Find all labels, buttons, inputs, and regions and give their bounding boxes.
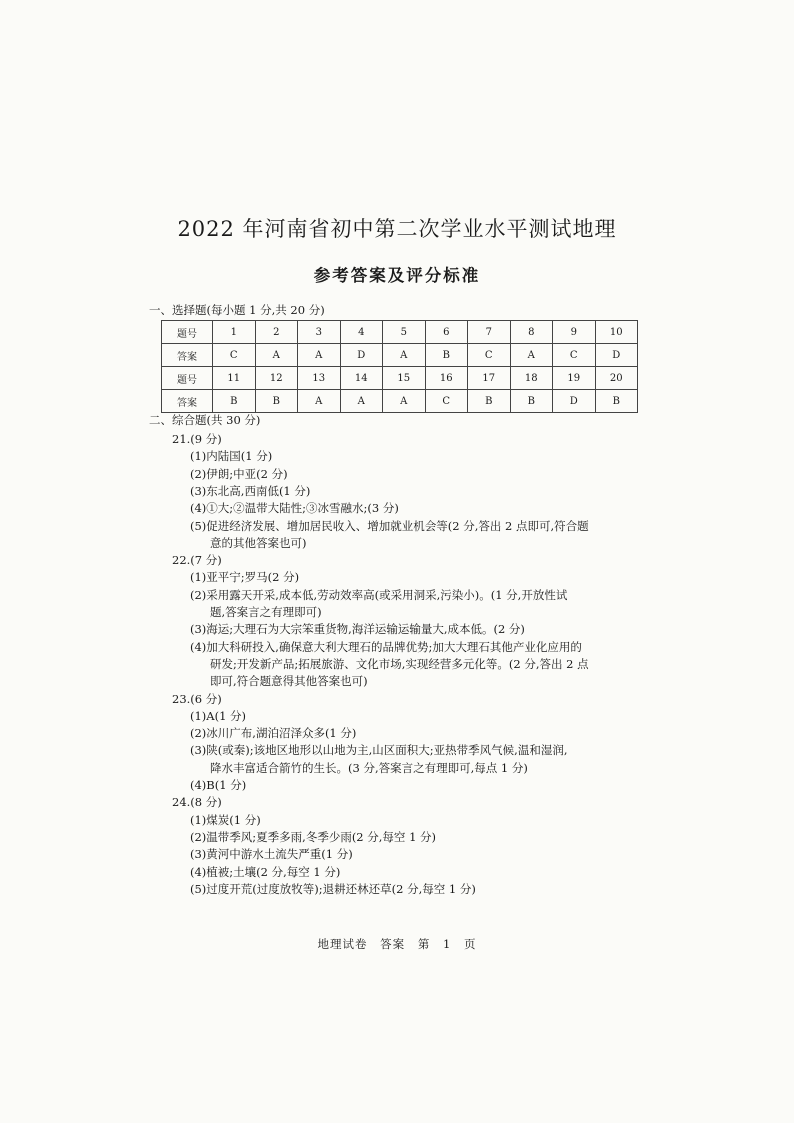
- table-cell: 11: [213, 367, 256, 390]
- table-row: [162, 390, 638, 413]
- answer-line: (3)陕(或秦);该地区地形以山地为主,山区面积大;亚热带季风气候,温和湿润,: [190, 743, 568, 758]
- answer-line: (2)冰川广布,湖泊沼泽众多(1 分): [190, 726, 357, 741]
- table-cell: C: [425, 390, 468, 413]
- table-cell: 5: [383, 321, 426, 344]
- table-row-header: 答案: [162, 344, 213, 367]
- answer-line: (2)伊朗;中亚(2 分): [190, 466, 288, 481]
- table-cell: D: [595, 344, 638, 367]
- table-cell: 9: [553, 321, 596, 344]
- answer-line: (3)东北高,西南低(1 分): [190, 483, 311, 498]
- table-cell: A: [340, 390, 383, 413]
- answer-line: 题,答案言之有理即可): [210, 605, 322, 619]
- table-cell: 15: [383, 367, 426, 390]
- table-cell: B: [425, 344, 468, 367]
- table-cell: 1: [213, 321, 256, 344]
- table-row: [162, 367, 638, 390]
- answer-line: 即可,符合题意得其他答案也可): [210, 674, 368, 689]
- table-cell: C: [468, 344, 511, 367]
- table-cell: A: [255, 344, 298, 367]
- section2-heading: 二、综合题(共 30 分): [149, 413, 261, 427]
- answer-line: (3)海运;大理石为大宗笨重货物,海洋运输运输量大,成本低。(2 分): [190, 622, 525, 637]
- answer-line: (1)煤炭(1 分): [190, 812, 261, 827]
- table-cell: 13: [298, 367, 341, 390]
- answer-line: (5)促进经济发展、增加居民收入、增加就业机会等(2 分,答出 2 点即可,符合题: [190, 518, 589, 533]
- answer-line: (2)温带季风;夏季多雨,冬季少雨(2 分,每空 1 分): [190, 829, 437, 844]
- page-title: 2022 年河南省初中第二次学业水平测试地理: [177, 217, 617, 241]
- table-cell: 16: [425, 367, 468, 390]
- answer-line: (4)B(1 分): [190, 778, 247, 792]
- question-heading: 23.(6 分): [172, 691, 222, 706]
- table-cell: 2: [255, 321, 298, 344]
- table-row-header: 题号: [162, 321, 213, 344]
- page-footer: 地理试卷 答案 第 1 页: [317, 937, 477, 951]
- table-cell: C: [553, 344, 596, 367]
- table-cell: A: [510, 344, 553, 367]
- table-cell: B: [255, 390, 298, 413]
- table-cell: B: [510, 390, 553, 413]
- table-row-header: 题号: [162, 367, 213, 390]
- answer-line: (3)黄河中游水土流失严重(1 分): [190, 847, 353, 862]
- table-cell: 17: [468, 367, 511, 390]
- table-cell: 20: [595, 367, 638, 390]
- table-cell: B: [213, 390, 256, 413]
- table-cell: 12: [255, 367, 298, 390]
- answer-line: (1)内陆国(1 分): [190, 449, 273, 464]
- table-cell: D: [340, 344, 383, 367]
- question-heading: 21.(9 分): [172, 432, 222, 446]
- table-row: [162, 321, 638, 344]
- table-cell: 7: [468, 321, 511, 344]
- table-cell: 19: [553, 367, 596, 390]
- answer-line: (4)植被;土壤(2 分,每空 1 分): [190, 864, 341, 879]
- answer-line: 研发;开发新产品;拓展旅游、文化市场,实现经营多元化等。(2 分,答出 2 点: [210, 656, 589, 671]
- table-cell: B: [595, 390, 638, 413]
- table-cell: 4: [340, 321, 383, 344]
- table-cell: A: [383, 344, 426, 367]
- section1-heading: 一、选择题(每小题 1 分,共 20 分): [149, 303, 325, 317]
- table-row-header: 答案: [162, 390, 213, 413]
- table-cell: 3: [298, 321, 341, 344]
- answer-table: [161, 320, 638, 413]
- table-cell: C: [213, 344, 256, 367]
- table-row: [162, 344, 638, 367]
- table-cell: 6: [425, 321, 468, 344]
- table-cell: B: [468, 390, 511, 413]
- question-heading: 22.(7 分): [172, 553, 222, 568]
- table-cell: 10: [595, 321, 638, 344]
- answer-line: (4)①大;②温带大陆性;③冰雪融水;(3 分): [190, 501, 399, 516]
- answer-line: (1)A(1 分): [190, 708, 247, 723]
- answer-line: (1)亚平宁;罗马(2 分): [190, 570, 300, 585]
- answer-line: (5)过度开荒(过度放牧等);退耕还林还草(2 分,每空 1 分): [190, 881, 476, 896]
- table-cell: 18: [510, 367, 553, 390]
- table-cell: D: [553, 390, 596, 413]
- answer-line: (2)采用露天开采,成本低,劳动效率高(或采用洞采,污染小)。(1 分,开放性试: [190, 587, 568, 602]
- page-subtitle: 参考答案及评分标准: [313, 266, 481, 285]
- table-cell: 14: [340, 367, 383, 390]
- question-heading: 24.(8 分): [172, 795, 222, 810]
- table-cell: A: [383, 390, 426, 413]
- answer-line: 降水丰富适合箭竹的生长。(3 分,答案言之有理即可,每点 1 分): [210, 760, 528, 775]
- answer-line: 意的其他答案也可): [210, 535, 307, 550]
- table-cell: A: [298, 390, 341, 413]
- table-cell: A: [298, 344, 341, 367]
- answer-line: (4)加大科研投入,确保意大利大理石的品牌优势;加大大理石其他产业化应用的: [190, 639, 582, 654]
- table-cell: 8: [510, 321, 553, 344]
